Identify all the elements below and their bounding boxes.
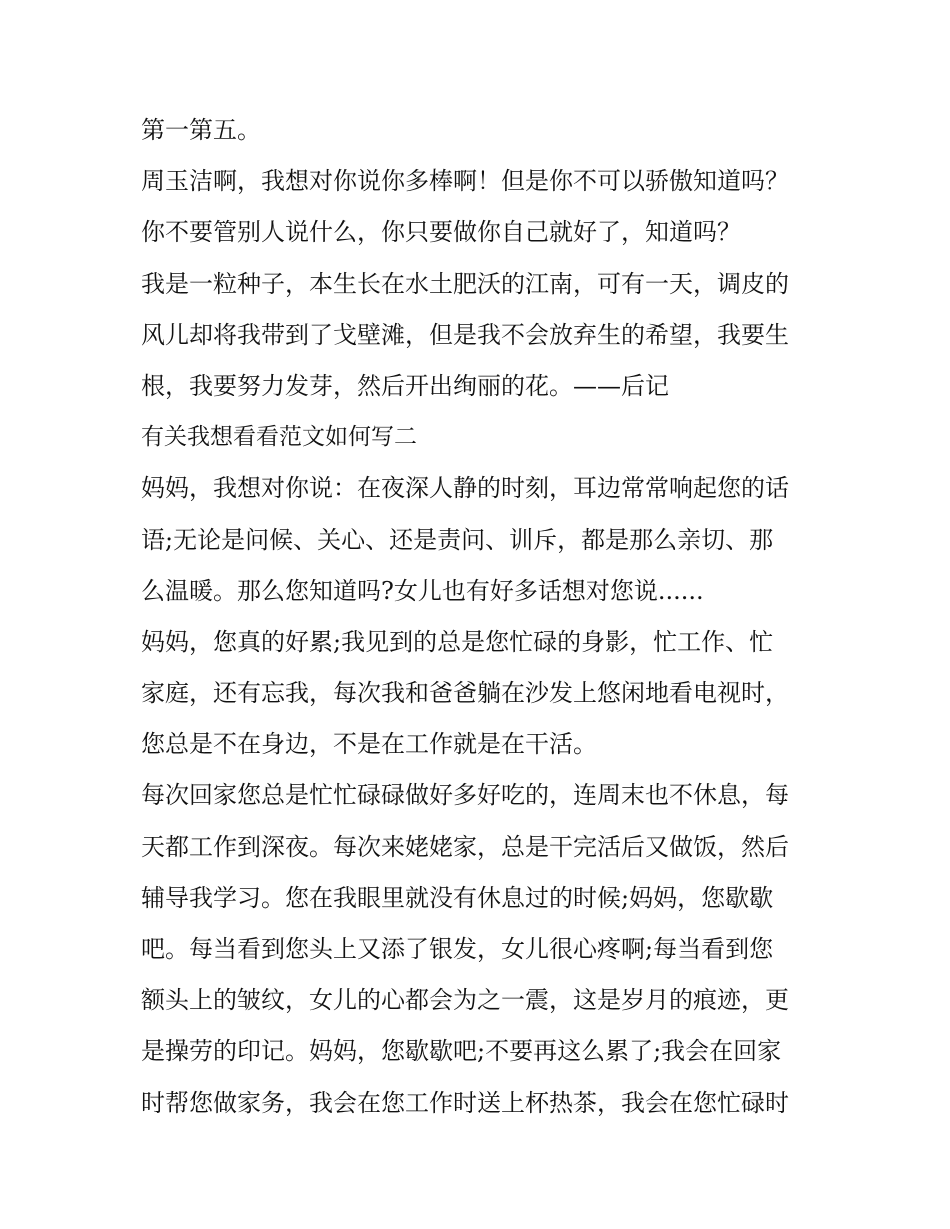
text-line: 妈妈，我想对你说：在夜深人静的时刻，耳边常常响起您的话 — [141, 474, 789, 503]
text-line: 时帮您做家务，我会在您工作时送上杯热茶，我会在您忙碌时 — [141, 1088, 789, 1117]
text-line: 每次回家您总是忙忙碌碌做好多好吃的，连周末也不休息，每 — [141, 781, 789, 810]
text-line-intro: 第一第五。 — [141, 116, 261, 144]
text-line: 根，我要努力发芽，然后开出绚丽的花。——后记 — [141, 371, 669, 400]
text-line: 我是一粒种子，本生长在水土肥沃的江南，可有一天，调皮的 — [141, 269, 789, 298]
text-line: 么温暖。那么您知道吗?女儿也有好多话想对您说...... — [141, 576, 704, 605]
text-line: 额头上的皱纹，女儿的心都会为之一震，这是岁月的痕迹，更 — [141, 986, 789, 1015]
text-line: 语;无论是问候、关心、还是责问、训斥，都是那么亲切、那 — [141, 525, 774, 554]
text-line: 天都工作到深夜。每次来姥姥家，总是干完活后又做饭，然后 — [141, 832, 789, 861]
text-line: 你不要管别人说什么，你只要做你自己就好了，知道吗？ — [141, 218, 741, 247]
section-heading: 有关我想看看范文如何写二 — [141, 424, 417, 451]
text-line: 家庭，还有忘我，每次我和爸爸躺在沙发上悠闲地看电视时， — [141, 679, 789, 708]
text-line: 妈妈，您真的好累;我见到的总是您忙碌的身影，忙工作、忙 — [141, 627, 774, 656]
text-line: 周玉洁啊，我想对你说你多棒啊！但是你不可以骄傲知道吗？ — [141, 167, 789, 196]
document-body — [141, 105, 821, 1129]
text-line: 您总是不在身边，不是在工作就是在干活。 — [141, 730, 597, 759]
text-line: 辅导我学习。您在我眼里就没有休息过的时候;妈妈，您歇歇 — [141, 883, 774, 912]
text-line: 吧。每当看到您头上又添了银发，女儿很心疼啊;每当看到您 — [141, 935, 774, 963]
text-line: 是操劳的印记。妈妈，您歇歇吧;不要再这么累了;我会在回家 — [141, 1037, 782, 1066]
text-line: 风儿却将我带到了戈壁滩，但是我不会放弃生的希望，我要生 — [141, 320, 789, 349]
